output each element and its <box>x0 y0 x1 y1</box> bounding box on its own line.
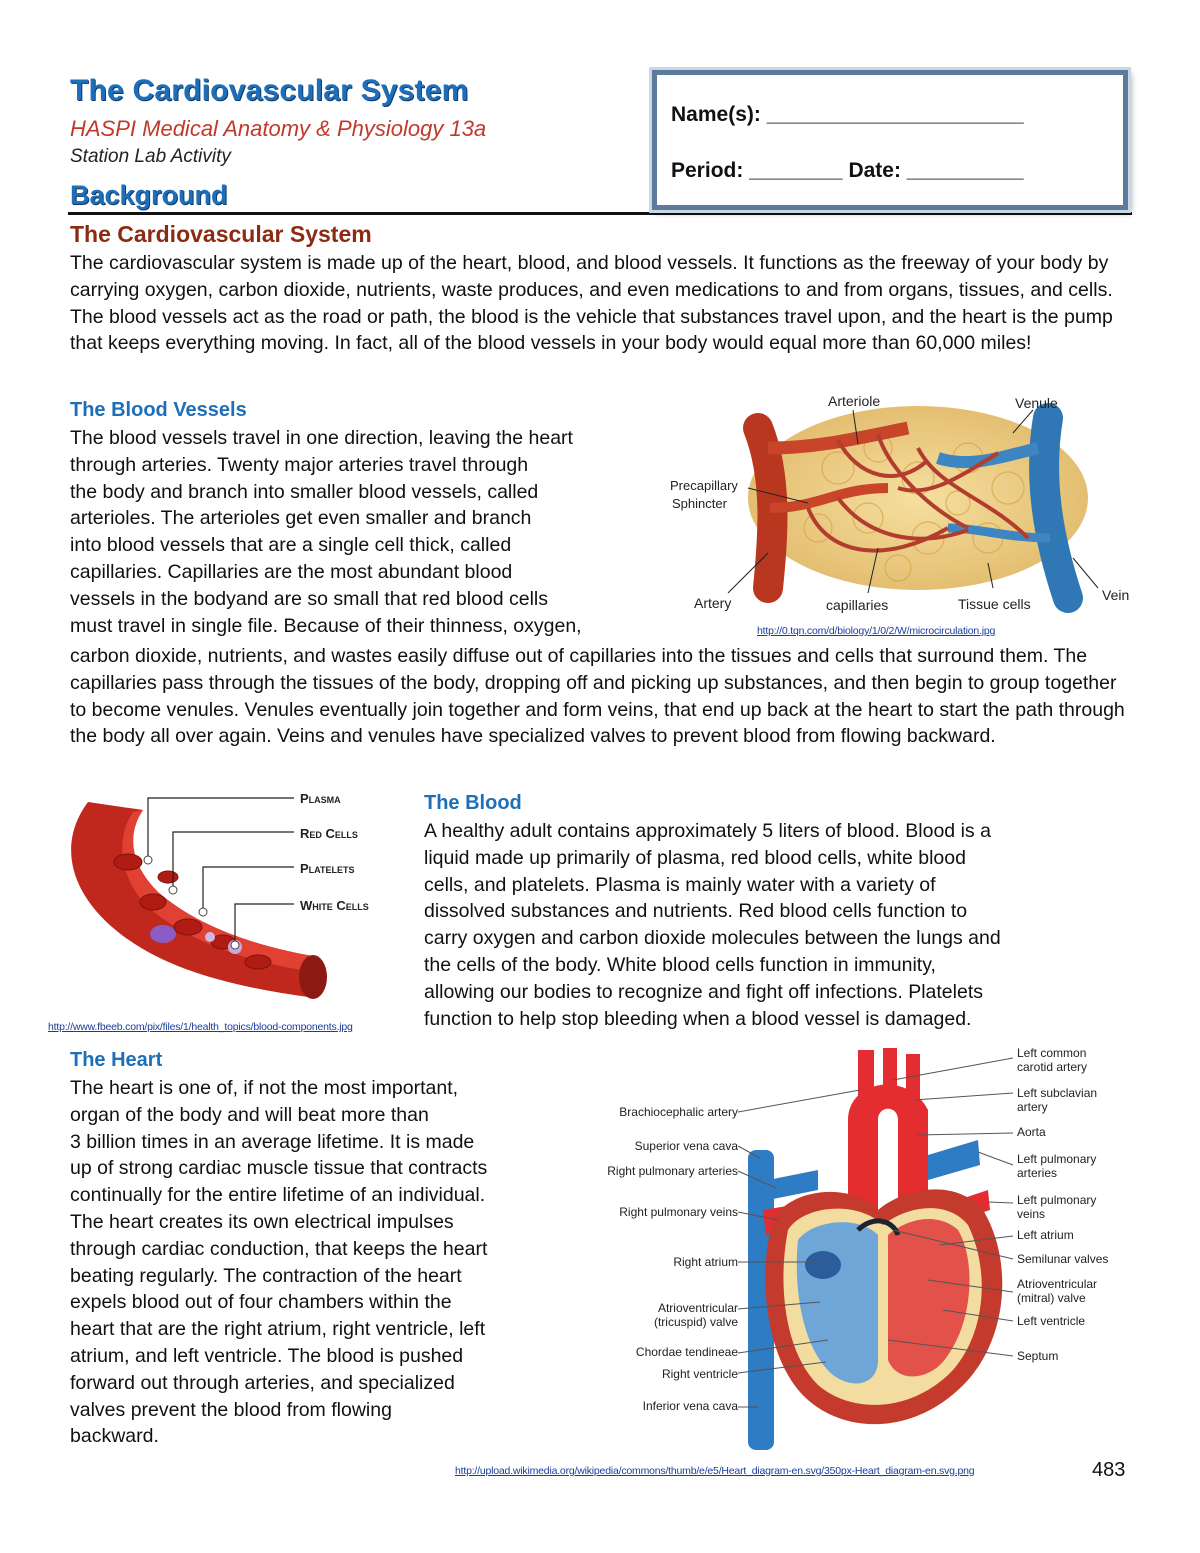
heart-label-right: Left pulmonary <box>1017 1193 1097 1207</box>
vessels-continuation-text: carbon dioxide, nutrients, and wastes easily diffuse out of capillaries into the tissues and cells that surround them. The capillaries pass through the tissues of the body, dropping off and picking up substances, and then begin to group together to become venules. Venules eventually join together and form veins, that end up back at the heart to start the path through the body all over again. Veins and venules have specialized valves to prevent blood from flowing backward. <box>70 645 1125 748</box>
blood-line: carry oxygen and carbon dioxide molecules between the lungs and <box>424 927 1001 950</box>
heart-label-left: Right pulmonary arteries <box>607 1164 738 1178</box>
blood-line: allowing our bodies to recognize and fight off infections. Platelets <box>424 980 983 1003</box>
heart-label-right: Left ventricle <box>1017 1314 1086 1328</box>
carotid-vessel <box>883 1048 897 1108</box>
heart-line: beating regularly. The contraction of the heart <box>70 1264 462 1287</box>
heart-label-left: Atrioventricular <box>657 1301 738 1315</box>
heart-label-left: (tricuspid) valve <box>653 1315 738 1329</box>
heart-label-right: Aorta <box>1017 1125 1046 1139</box>
blood-components-figure <box>48 782 410 1020</box>
platelet <box>205 932 215 942</box>
heart-line: through cardiac conduction, that keeps the heart <box>70 1237 488 1260</box>
label-plasma: Plasma <box>300 791 341 806</box>
heart-label-right: Left common <box>1017 1046 1087 1060</box>
heart-line: backward. <box>70 1425 159 1448</box>
blood-figure-credit[interactable]: http://www.fbeeb.com/pix/files/1/health_topics/blood-components.jpg <box>48 1021 353 1033</box>
vessels-line: the body and branch into smaller blood vessels, called <box>70 480 539 503</box>
subclavian-vessel <box>906 1054 920 1112</box>
heart-figure-credit[interactable]: http://upload.wikimedia.org/wikipedia/commons/thumb/e/e5/Heart_diagram-en.svg/350px-Heart_diagram-en.svg.png <box>455 1465 975 1477</box>
left-pulmonary-artery <box>928 1140 980 1180</box>
name-field[interactable]: Name(s): ______________________ <box>671 103 1024 126</box>
page-number: 483 <box>1092 1459 1126 1481</box>
intro-paragraph <box>70 250 1135 357</box>
heart-line: The heart creates its own electrical impulses <box>70 1210 454 1233</box>
capillary-figure-credit[interactable]: http://0.tqn.com/d/biology/1/0/2/W/microcirculation.jpg <box>757 625 996 637</box>
vessels-line: The blood vessels travel in one direction, leaving the heart <box>70 427 573 449</box>
blood-vessel-wall <box>71 802 318 997</box>
label-white-cells: White Cells <box>300 898 369 913</box>
vessels-line: capillaries. Capillaries are the most abundant blood <box>70 560 513 583</box>
label-vein: Vein <box>1102 587 1130 603</box>
label-precapillary: Precapillary <box>670 478 738 493</box>
heart-line: continually for the entire lifetime of an individual. <box>70 1184 486 1207</box>
vessels-line: into blood vessels that are a single cell thick, called <box>70 534 512 557</box>
blood-line: cells, and platelets. Plasma is mainly water with a variety of <box>424 873 936 896</box>
heart-heading: The Heart <box>70 1049 163 1071</box>
heart-diagram-figure <box>588 1040 1136 1450</box>
vessels-paragraph <box>70 425 710 639</box>
header-divider <box>68 212 1132 215</box>
heart-label-right: Atrioventricular <box>1017 1277 1098 1291</box>
brachiocephalic-vessel <box>858 1050 874 1120</box>
vessels-continuation <box>70 643 1135 750</box>
label-venule: Venule <box>1015 395 1058 411</box>
heart-label-right: (mitral) valve <box>1017 1291 1086 1305</box>
heart-label-right: Left pulmonary <box>1017 1152 1097 1166</box>
label-red-cells: Red Cells <box>300 826 358 841</box>
intro-text: The cardiovascular system is made up of the heart, blood, and blood vessels. It functions as the freeway of your body by carrying oxygen, carbon dioxide, nutrients, waste produces, and even medications to and from organs, tissues, and cells. The blood vessels act as the road or path, the blood is the vehicle that substances travel upon, and the heart is the pump that keeps everything moving. In fact, all of the blood vessels in your body would equal more than 60,000 miles! <box>70 252 1113 355</box>
label-capillaries: capillaries <box>826 597 889 613</box>
intro-heading: The Cardiovascular System <box>70 221 372 247</box>
heart-label-left: Right pulmonary veins <box>619 1205 738 1219</box>
heart-label-left: Right ventricle <box>661 1367 738 1381</box>
label-sphincter: Sphincter <box>672 496 727 511</box>
course-subtitle: HASPI Medical Anatomy & Physiology 13a <box>70 116 487 141</box>
right-atrium-opening <box>805 1251 841 1279</box>
heart-label-right: Septum <box>1017 1349 1059 1363</box>
blood-line: A healthy adult contains approximately 5 liters of blood. Blood is a <box>424 820 991 842</box>
heart-label-left: Right atrium <box>673 1255 738 1269</box>
heart-label-left: Chordae tendineae <box>635 1345 738 1359</box>
heart-label-right: carotid artery <box>1017 1060 1088 1074</box>
vessel-cross-section <box>299 955 327 999</box>
vessels-line: vessels in the bodyand are so small that red blood cells <box>70 587 549 610</box>
heart-line: up of strong cardiac muscle tissue that contracts <box>70 1157 488 1180</box>
vessels-heading: The Blood Vessels <box>70 399 247 421</box>
activity-type: Station Lab Activity <box>70 146 231 167</box>
blood-line: dissolved substances and nutrients. Red blood cells function to <box>424 900 968 923</box>
heart-label-right: Left atrium <box>1017 1228 1074 1242</box>
heart-line: atrium, and left ventricle. The blood is pushed <box>70 1344 464 1367</box>
vessels-line: must travel in single file. Because of their thinness, oxygen, <box>70 614 582 637</box>
blood-heading: The Blood <box>424 792 522 814</box>
capillary-bed-figure <box>668 388 1140 638</box>
name-box <box>652 70 1128 210</box>
blood-paragraph <box>424 818 1136 1032</box>
page-title: The Cardiovascular System <box>70 74 469 107</box>
heart-line: heart that are the right atrium, right ventricle, left <box>70 1318 486 1341</box>
heart-label-right: artery <box>1017 1100 1048 1114</box>
label-platelets: Platelets <box>300 861 355 876</box>
period-date-field[interactable]: Period: ________ Date: __________ <box>671 159 1024 182</box>
heart-label-right: Semilunar valves <box>1017 1252 1109 1266</box>
label-tissue-cells: Tissue cells <box>958 596 1031 612</box>
label-arteriole: Arteriole <box>828 393 881 409</box>
blood-line: function to help stop bleeding when a blood vessel is damaged. <box>424 1007 972 1030</box>
heart-label-left: Superior vena cava <box>634 1139 738 1153</box>
blood-line: the cells of the body. White blood cells function in immunity, <box>424 953 936 976</box>
heart-paragraph <box>70 1075 585 1450</box>
heart-label-left: Inferior vena cava <box>642 1399 738 1413</box>
heart-label-right: veins <box>1017 1207 1046 1221</box>
label-artery: Artery <box>694 595 732 611</box>
heart-line: valves prevent the blood from flowing <box>70 1398 392 1421</box>
heart-line: organ of the body and will beat more than <box>70 1103 429 1126</box>
heart-line: 3 billion times in an average lifetime. It is made <box>70 1130 475 1153</box>
background-heading: Background <box>70 180 228 210</box>
heart-label-left: Brachiocephalic artery <box>619 1105 738 1119</box>
blood-line: liquid made up primarily of plasma, red blood cells, white blood <box>424 846 966 869</box>
vessels-line: through arteries. Twenty major arteries travel through <box>70 453 529 476</box>
heart-line: The heart is one of, if not the most important, <box>70 1077 459 1099</box>
heart-label-right: Left subclavian <box>1017 1086 1098 1100</box>
white-blood-cell <box>150 925 176 943</box>
heart-label-right: arteries <box>1017 1166 1058 1180</box>
heart-line: expels blood out of four chambers within the <box>70 1291 452 1314</box>
heart-line: forward out through arteries, and specialized <box>70 1371 455 1394</box>
vessels-line: arterioles. The arterioles get even smaller and branch <box>70 507 532 530</box>
